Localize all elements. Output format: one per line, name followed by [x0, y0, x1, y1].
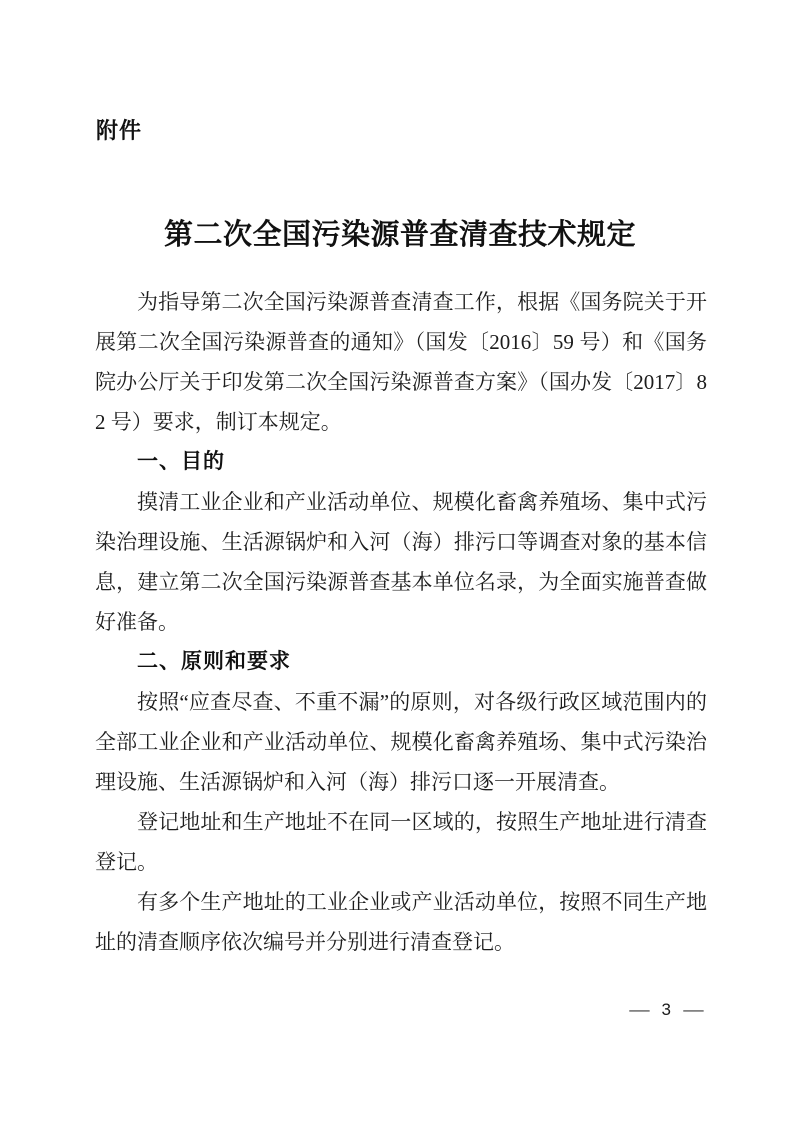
principles-paragraph-3: 有多个生产地址的工业企业或产业活动单位，按照不同生产地址的清查顺序依次编号并分别进行清查登记。: [95, 890, 707, 954]
page-number-right-dash: —: [683, 1000, 704, 1019]
principles-paragraph-1: 按照“应查尽查、不重不漏”的原则，对各级行政区域范围内的全部工业企业和产业活动单位、规模化畜禽养殖场、集中式污染治理设施、生活源锅炉和入河（海）排污口逐一开展清查。: [95, 690, 707, 794]
document-body: [95, 282, 707, 962]
page-number-left-dash: —: [628, 1000, 650, 1019]
section-heading-purpose: 一、目的: [137, 450, 225, 473]
principles-paragraph-2: 登记地址和生产地址不在同一区域的，按照生产地址进行清查登记。: [95, 810, 707, 874]
intro-paragraph: 为指导第二次全国污染源普查清查工作，根据《国务院关于开展第二次全国污染源普查的通知》（国发〔2016〕59 号）和《国务院办公厅关于印发第二次全国污染源普查方案》（国办发〔2017〕82 号）要求，制订本规定。: [95, 290, 707, 434]
page-number: [628, 998, 704, 1022]
section-heading-principles: 二、原则和要求: [137, 650, 291, 673]
purpose-paragraph: 摸清工业企业和产业活动单位、规模化畜禽养殖场、集中式污染治理设施、生活源锅炉和入河（海）排污口等调查对象的基本信息，建立第二次全国污染源普查基本单位名录，为全面实施普查做好准备。: [95, 490, 707, 634]
document-title: 第二次全国污染源普查清查技术规定: [163, 219, 636, 252]
attachment-label: 附件: [96, 118, 143, 143]
page-number-value: 3: [661, 1000, 671, 1019]
